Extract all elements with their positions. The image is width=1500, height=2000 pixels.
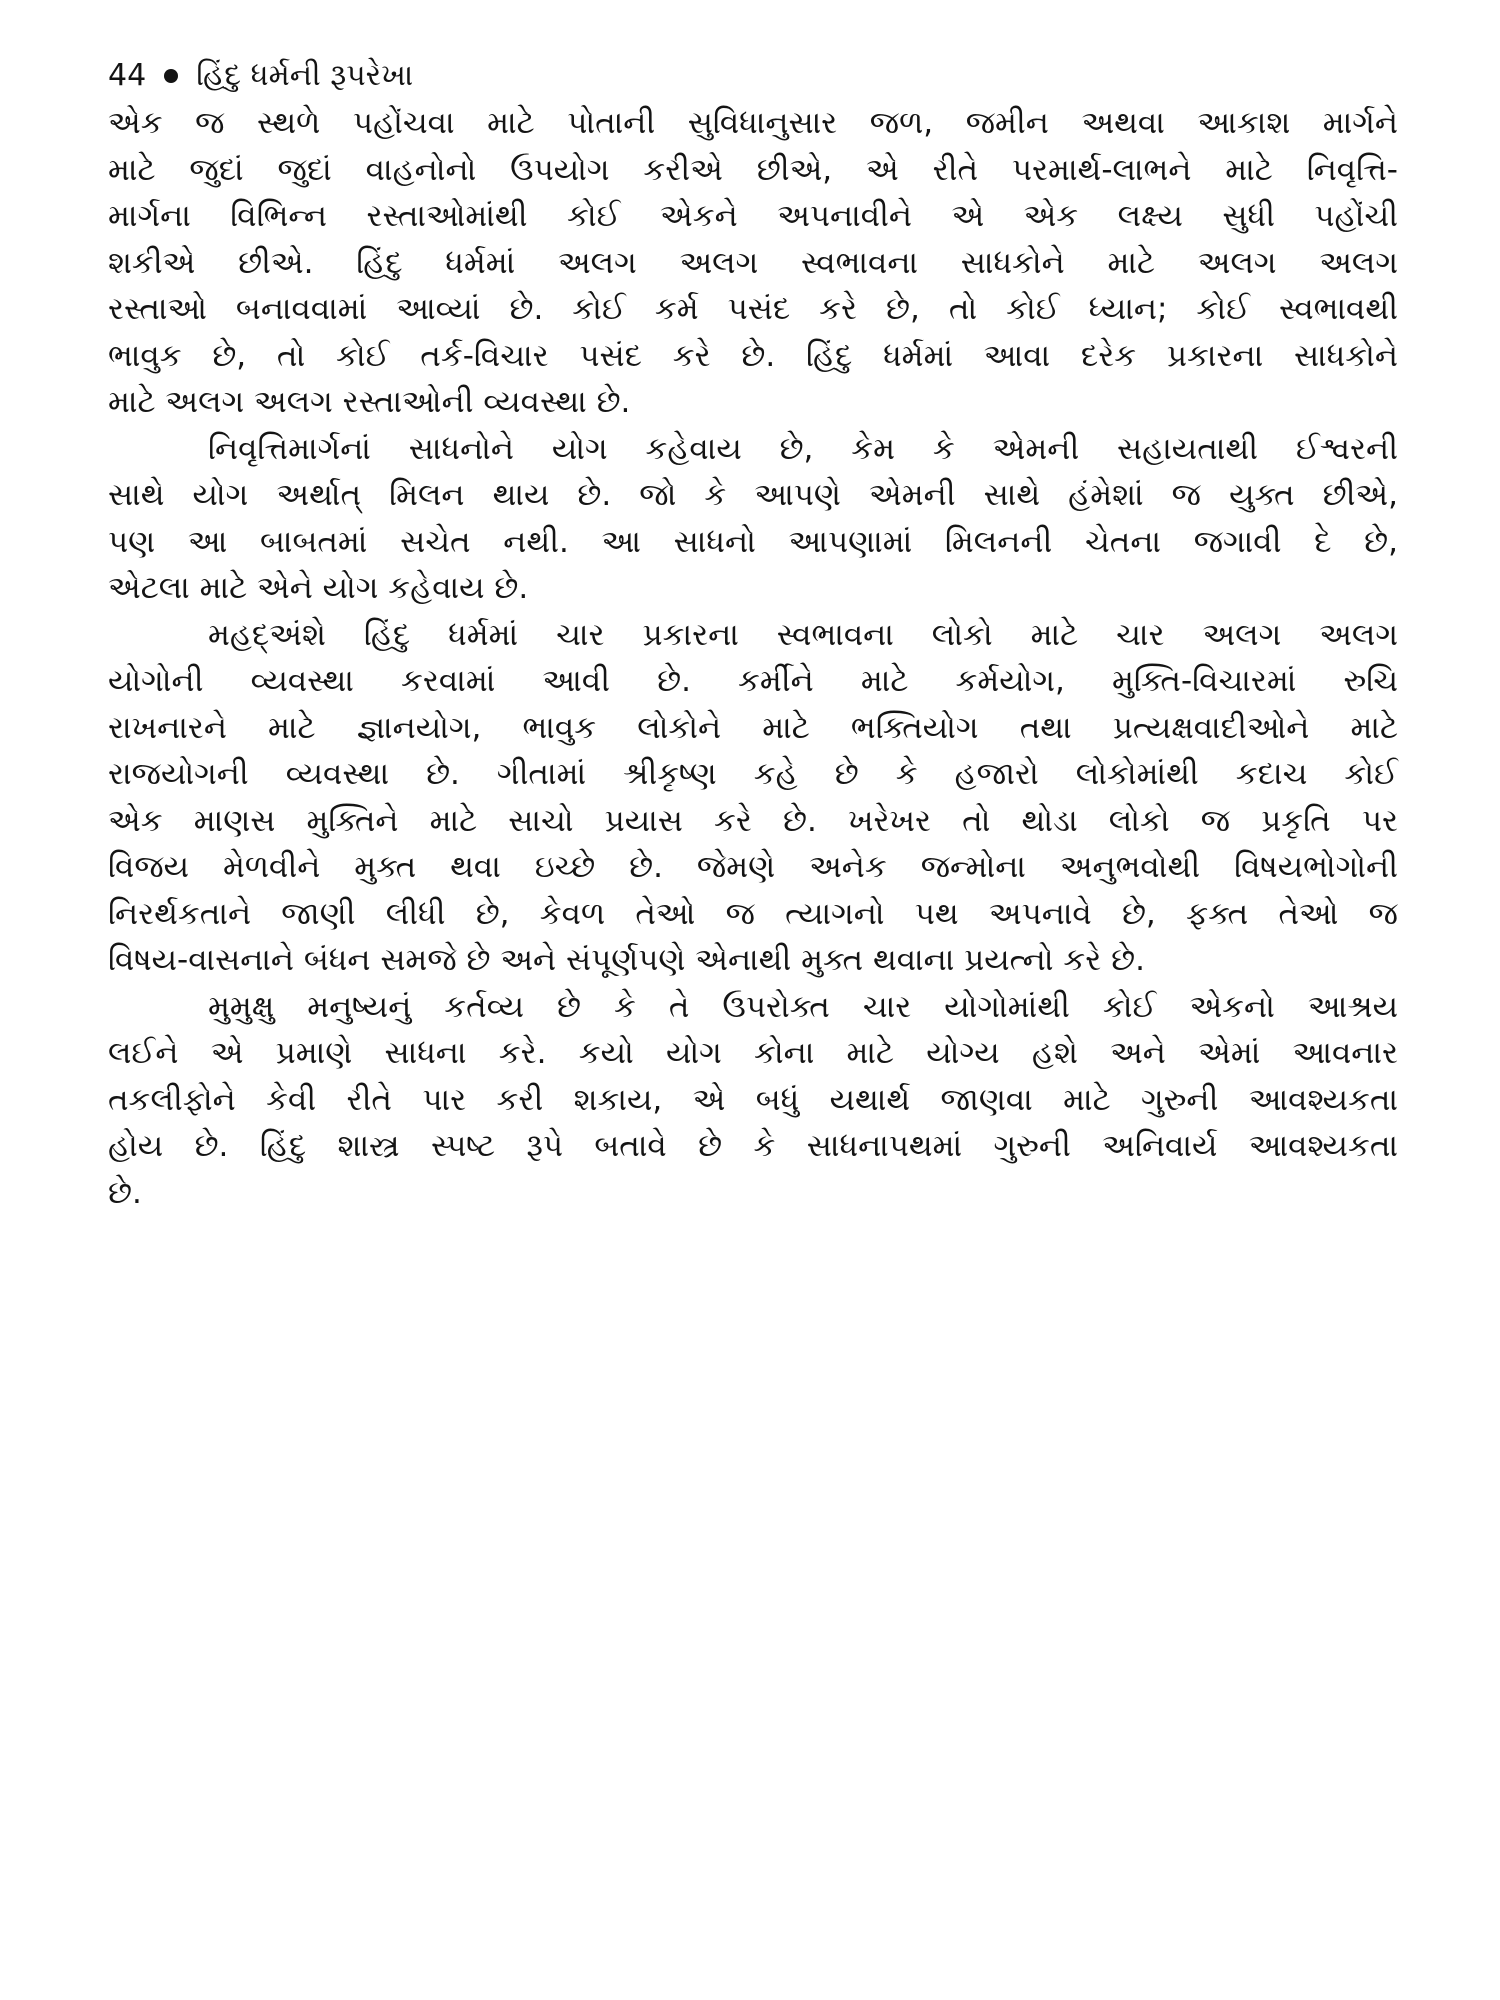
paragraph [108,100,1398,426]
page-number: 44 [108,58,147,93]
text-line: ભાવુક છે, તો કોઈ તર્ક-વિચાર પસંદ કરે છે. હિંદુ ધર્મમાં આવા દરેક પ્રકારના સાધકોને [108,337,1398,374]
bullet-separator-icon [164,69,178,83]
paragraph [108,612,1398,984]
text-line: એક જ સ્થળે પહોંચવા માટે પોતાની સુવિધાનુસાર જળ, જમીન અથવા આકાશ માર્ગને [108,105,1398,141]
text-line: માર્ગના વિભિન્ન રસ્તાઓમાંથી કોઈ એકને અપનાવીને એ એક લક્ષ્ય સુધી પહોંચી [108,198,1398,234]
text-line: મુમુક્ષુ મનુષ્યનું કર્તવ્ય છે કે તે ઉપરોક્ત ચાર યોગોમાંથી કોઈ એકનો આશ્રય [208,988,1398,1025]
text-line: નિરર્થકતાને જાણી લીધી છે, કેવળ તેઓ જ ત્યાગનો પથ અપનાવે છે, ફક્ત તેઓ જ [108,895,1398,932]
text-line: મહદ્અંશે હિંદુ ધર્મમાં ચાર પ્રકારના સ્વભાવના લોકો માટે ચાર અલગ અલગ [208,616,1398,653]
text-line: સાથે યોગ અર્થાત્ મિલન થાય છે. જો કે આપણે એમની સાથે હંમેશાં જ યુક્ત છીએ, [108,477,1398,513]
text-line: શકીએ છીએ. હિંદુ ધર્મમાં અલગ અલગ સ્વભાવના સાધકોને માટે અલગ અલગ [108,244,1398,281]
text-line: રસ્તાઓ બનાવવામાં આવ્યાં છે. કોઈ કર્મ પસંદ કરે છે, તો કોઈ ધ્યાન; કોઈ સ્વભાવથી [108,291,1398,327]
text-line: તકલીફોને કેવી રીતે પાર કરી શકાય, એ બધું યથાર્થ જાણવા માટે ગુરુની આવશ્યકતા [108,1081,1398,1118]
text-line: હોય છે. હિંદુ શાસ્ત્ર સ્પષ્ટ રૂપે બતાવે છે કે સાધનાપથમાં ગુરુની અનિવાર્ય આવશ્યકતા [108,1128,1398,1164]
text-line: છે. [108,1174,142,1211]
running-title: હિંદુ ધર્મની રૂપરેખા [196,58,414,93]
paragraph [108,984,1398,1217]
text-line: રાજયોગની વ્યવસ્થા છે. ગીતામાં શ્રીકૃષ્ણ કહે છે કે હજારો લોકોમાંથી કદાચ કોઈ [108,756,1398,792]
text-line: નિવૃત્તિમાર્ગનાં સાધનોને યોગ કહેવાય છે, કેમ કે એમની સહાયતાથી ઈશ્વરની [208,430,1398,467]
text-line: માટે અલગ અલગ રસ્તાઓની વ્યવસ્થા છે. [108,384,631,420]
text-line: લઈને એ પ્રમાણે સાધના કરે. કયો યોગ કોના માટે યોગ્ય હશે અને એમાં આવનાર [108,1035,1398,1071]
text-line: વિષય-વાસનાને બંધન સમજે છે અને સંપૂર્ણપણે એનાથી મુક્ત થવાના પ્રયત્નો કરે છે. [108,942,1145,978]
page-body [108,100,1398,1216]
text-line: એટલા માટે એને યોગ કહેવાય છે. [108,570,529,606]
paragraph [108,426,1398,612]
running-header [108,58,413,93]
text-line: યોગોની વ્યવસ્થા કરવામાં આવી છે. કર્મીને માટે કર્મયોગ, મુક્તિ-વિચારમાં રુચિ [108,663,1398,699]
text-line: વિજય મેળવીને મુક્ત થવા ઇચ્છે છે. જેમણે અનેક જન્મોના અનુભવોથી વિષયભોગોની [108,849,1398,885]
text-line: પણ આ બાબતમાં સચેત નથી. આ સાધનો આપણામાં મિલનની ચેતના જગાવી દે છે, [108,523,1398,560]
text-line: માટે જુદાં જુદાં વાહનોનો ઉપયોગ કરીએ છીએ, એ રીતે પરમાર્થ-લાભને માટે નિવૃત્તિ- [108,151,1398,188]
text-line: રાખનારને માટે જ્ઞાનયોગ, ભાવુક લોકોને માટે ભક્તિયોગ તથા પ્રત્યક્ષવાદીઓને માટે [108,709,1398,746]
text-line: એક માણસ મુક્તિને માટે સાચો પ્રયાસ કરે છે. ખરેખર તો થોડા લોકો જ પ્રકૃતિ પર [108,802,1398,839]
